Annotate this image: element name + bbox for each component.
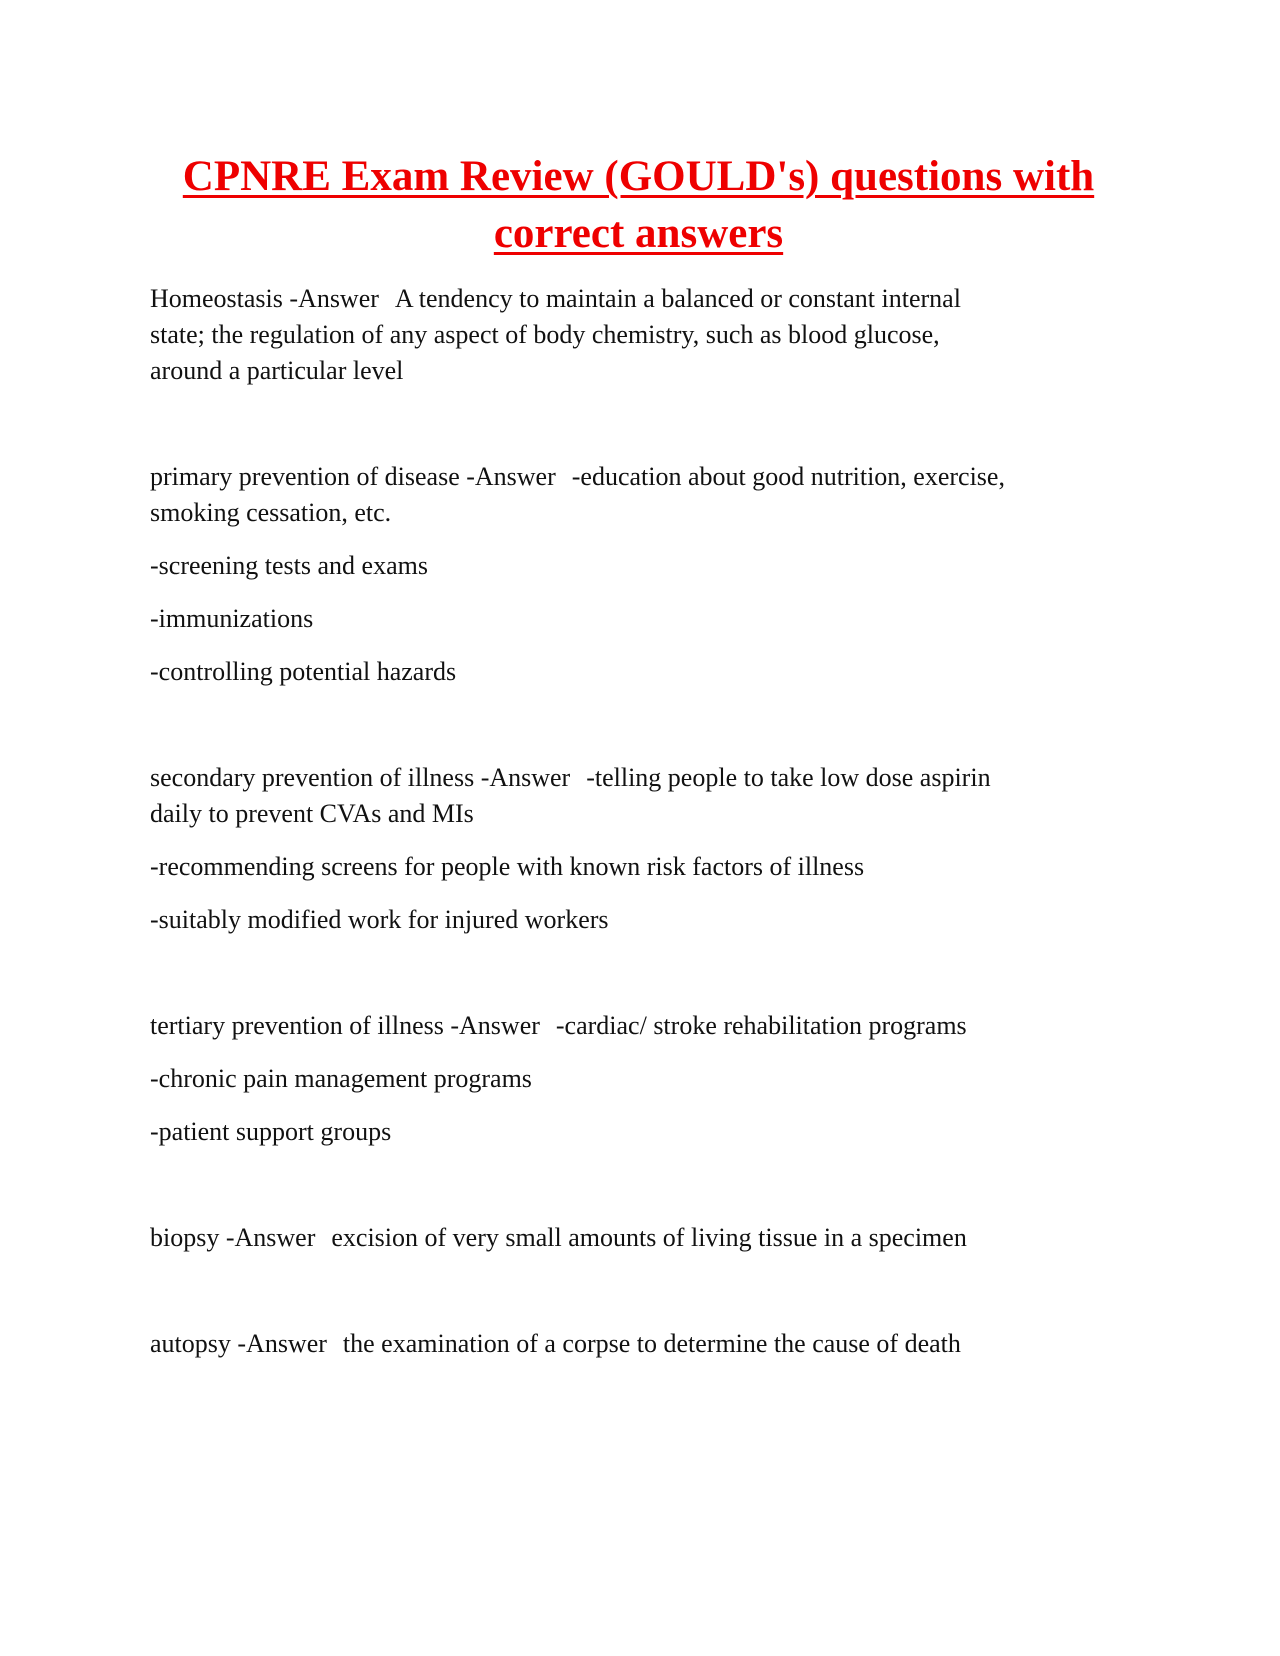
entry-answer: -cardiac/ stroke rehabilitation programs	[555, 1011, 967, 1040]
entry-answer-line: -immunizations	[150, 604, 314, 633]
entry-answer-line: daily to prevent CVAs and MIs	[150, 799, 474, 828]
entry-answer-line: state; the regulation of any aspect of body chemistry, such as blood glucose,	[150, 320, 940, 349]
entry-answer-line: -patient support groups	[150, 1117, 392, 1146]
entry-answer-line: -chronic pain management programs	[150, 1064, 532, 1093]
entry-answer: the examination of a corpse to determine the cause of death	[342, 1329, 961, 1358]
entry-answer-line: -suitably modified work for injured workers	[150, 905, 609, 934]
entry-homeostasis-line-1	[150, 281, 961, 317]
entry-primary-prevention-line-1	[150, 459, 1005, 495]
entry-term: Homeostasis -Answer	[150, 284, 379, 313]
entry-term: biopsy -Answer	[150, 1223, 316, 1252]
entry-term: primary prevention of disease -Answer	[150, 462, 556, 491]
entry-autopsy	[150, 1326, 961, 1362]
entry-term: tertiary prevention of illness -Answer	[150, 1011, 540, 1040]
entry-answer: excision of very small amounts of living tissue in a specimen	[331, 1223, 967, 1252]
entry-biopsy	[150, 1220, 967, 1256]
entry-answer: -education about good nutrition, exercise,	[571, 462, 1005, 491]
entry-answer-line: smoking cessation, etc.	[150, 498, 392, 527]
entry-answer-line: -screening tests and exams	[150, 551, 428, 580]
entry-answer: -telling people to take low dose aspirin	[586, 763, 991, 792]
entry-secondary-prevention-line-1	[150, 760, 991, 796]
entry-term: autopsy -Answer	[150, 1329, 327, 1358]
entry-tertiary-prevention-line-1	[150, 1008, 967, 1044]
entry-answer-line: -recommending screens for people with known risk factors of illness	[150, 852, 865, 881]
entry-answer: A tendency to maintain a balanced or constant internal	[394, 284, 961, 313]
entry-term: secondary prevention of illness -Answer	[150, 763, 571, 792]
page-title: CPNRE Exam Review (GOULD's) questions with correct answers	[182, 153, 1095, 257]
entry-answer-line: around a particular level	[150, 356, 404, 385]
entry-answer-line: -controlling potential hazards	[150, 657, 457, 686]
